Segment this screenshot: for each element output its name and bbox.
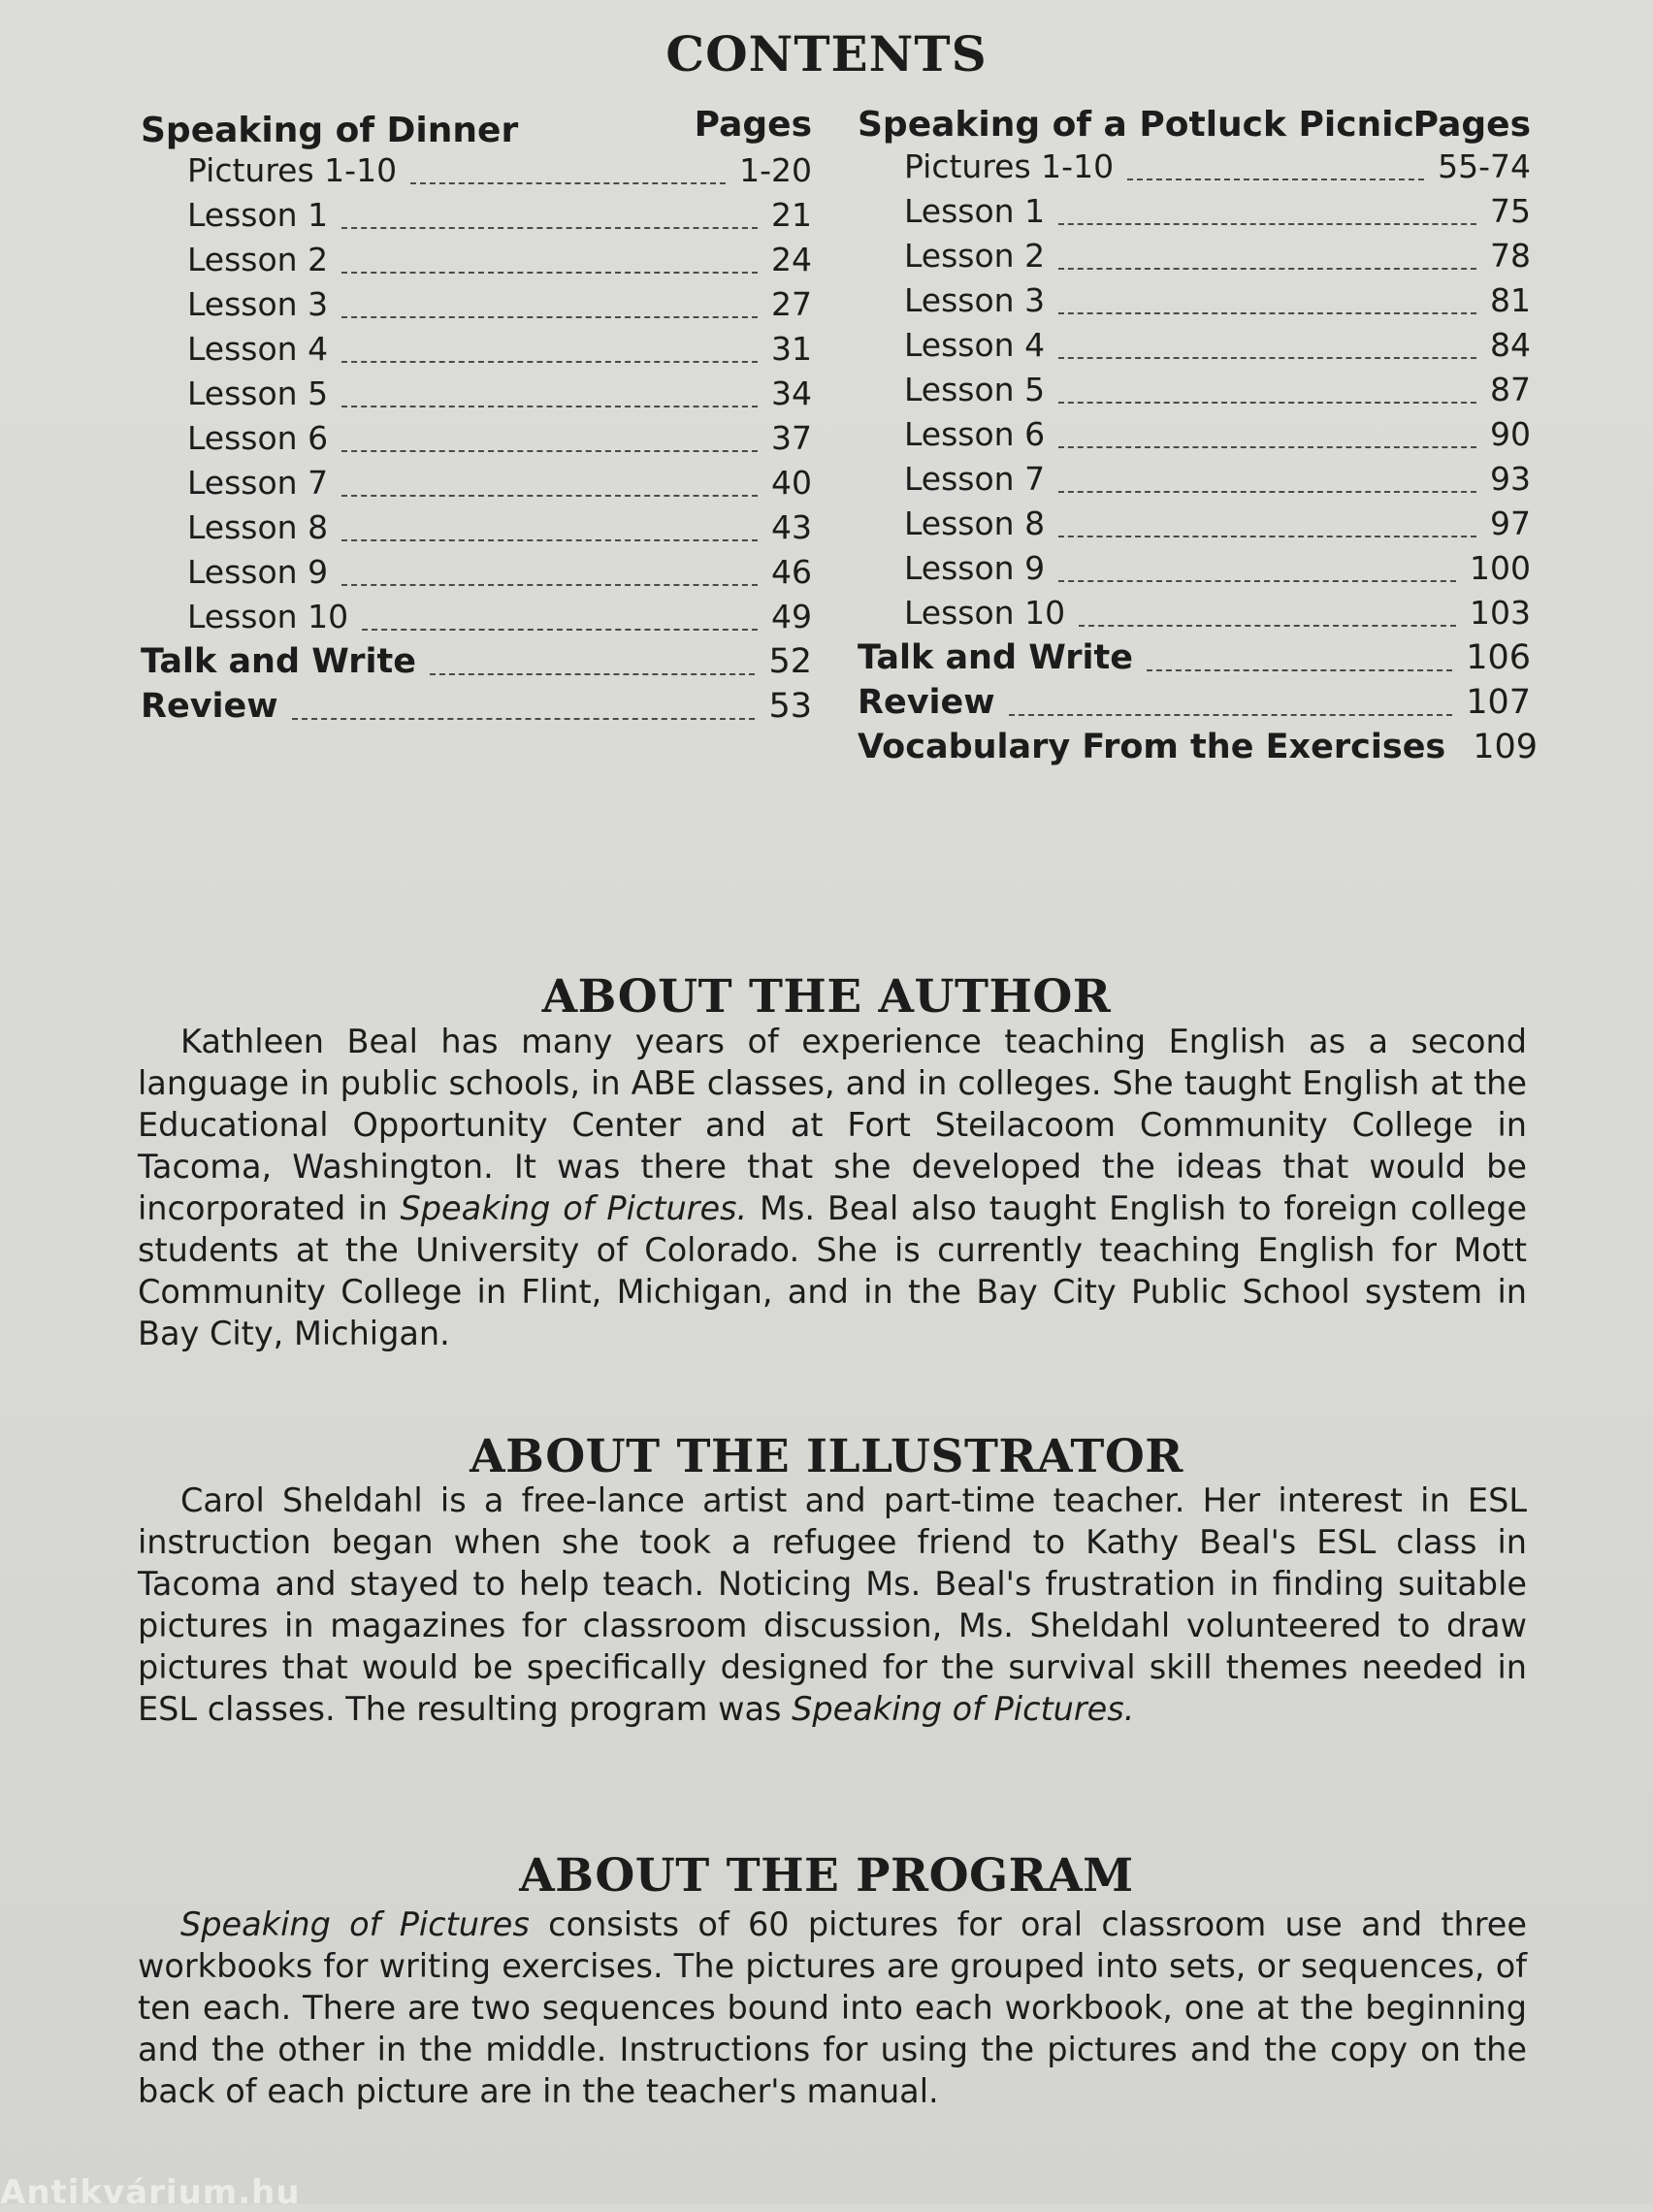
program-heading: ABOUT THE PROGRAM	[519, 1849, 1134, 1903]
toc-entry-label: Lesson 4	[187, 330, 329, 368]
toc-entry-page: 34	[771, 374, 812, 412]
leader-dots	[1058, 402, 1476, 404]
toc-entry	[141, 464, 812, 508]
toc-entry-label: Lesson 2	[187, 241, 329, 278]
leader-dots	[341, 227, 758, 229]
toc-entry-bold	[858, 728, 1539, 772]
leader-dots	[1058, 357, 1476, 359]
toc-entry-bold	[141, 642, 812, 687]
leader-dots	[1058, 580, 1456, 582]
toc-entry-label: Lesson 3	[904, 281, 1046, 319]
leader-dots	[1127, 179, 1424, 180]
toc-entry-label: Lesson 4	[904, 326, 1046, 364]
toc-entry	[858, 147, 1531, 192]
toc-entry	[858, 326, 1531, 371]
toc-entry-label: Lesson 10	[187, 598, 349, 635]
illustrator-paragraph: Carol Sheldahl is a free-lance artist and part-time teacher. Her interest in ESL instruction began when she took a refugee friend to Kathy Beal's ESL class in Tacoma and stayed to help teach. Noticing Ms. Beal's frustration in finding suitable pictures in magazines for classroom discussion, Ms. Sheldahl volunteered to draw pictures that would be specifically designed for the survival skill themes needed in ESL classes. The resulting program was Speaking of Pictures.	[138, 1481, 1527, 1728]
toc-entry-page: 97	[1490, 504, 1531, 542]
toc-entry-page: 55-74	[1438, 147, 1531, 185]
toc-entry-label: Pictures 1-10	[904, 147, 1115, 185]
toc-entry-page: 93	[1490, 460, 1531, 498]
section-title: Speaking of Dinner	[141, 111, 519, 150]
toc-entry-label: Pictures 1-10	[187, 151, 398, 189]
leader-dots	[1058, 536, 1476, 537]
toc-entry-page: 109	[1473, 728, 1539, 766]
toc-entry	[141, 374, 812, 419]
leader-dots	[1009, 714, 1453, 716]
toc-entry-page: 87	[1490, 371, 1531, 408]
watermark: Antikvárium.hu	[0, 2173, 301, 2212]
pages-label: Pages	[694, 105, 812, 145]
toc-entry	[858, 594, 1531, 638]
toc-entry-bold	[858, 638, 1531, 683]
toc-entries	[858, 147, 1539, 772]
toc-entry-label: Lesson 6	[187, 419, 329, 457]
leader-dots	[341, 316, 758, 318]
leader-dots	[1058, 223, 1476, 225]
leader-dots	[341, 539, 758, 541]
toc-entry	[858, 192, 1531, 237]
toc-entry-page: 43	[771, 508, 812, 546]
toc-entry	[141, 151, 812, 196]
toc-entry-page: 24	[771, 241, 812, 278]
toc-entry-page: 40	[771, 464, 812, 502]
toc-entry	[141, 598, 812, 642]
leader-dots	[341, 272, 758, 274]
toc-entry-page: 46	[771, 553, 812, 591]
leader-dots	[341, 450, 758, 452]
toc-entry	[141, 330, 812, 374]
toc-entry-page: 75	[1490, 192, 1531, 230]
toc-entry-bold	[141, 687, 812, 732]
toc-entry-label: Lesson 5	[904, 371, 1046, 408]
toc-entry-label: Lesson 8	[187, 508, 329, 546]
toc-entry-page: 107	[1466, 683, 1531, 722]
toc-entry-page: 84	[1490, 326, 1531, 364]
toc-entry-page: 52	[768, 642, 812, 681]
leader-dots	[341, 406, 758, 407]
toc-entry-page: 90	[1490, 415, 1531, 453]
toc-entry	[141, 196, 812, 241]
leader-dots	[292, 718, 756, 720]
leader-dots	[410, 182, 726, 184]
toc-entry	[858, 549, 1531, 594]
toc-header	[141, 105, 812, 151]
toc-entry-label: Lesson 10	[904, 594, 1066, 632]
author-heading: ABOUT THE AUTHOR	[541, 970, 1112, 1024]
toc-entry-label: Lesson 7	[187, 464, 329, 502]
leader-dots	[341, 584, 758, 586]
pages-label: Pages	[1412, 105, 1531, 145]
toc-entry-label: Lesson 6	[904, 415, 1046, 453]
contents-title: CONTENTS	[665, 25, 988, 82]
toc-entry	[141, 419, 812, 464]
toc-entry-label: Lesson 7	[904, 460, 1046, 498]
toc-entry-label: Lesson 3	[187, 285, 329, 323]
program-paragraph: Speaking of Pictures consists of 60 pictures for oral classroom use and three workbooks for writing exercises. The pictures are grouped into sets, or sequences, of ten each. There are two sequences bound into each workbook, one at the beginning and the other in the middle. Instructions for using the pictures and the copy on the back of each picture are in the teacher's manual.	[138, 1905, 1528, 2110]
leader-dots	[1058, 446, 1476, 448]
toc-entry-label: Lesson 8	[904, 504, 1046, 542]
toc-entry-label: Lesson 9	[187, 553, 329, 591]
leader-dots	[430, 673, 756, 675]
leader-dots	[1079, 625, 1456, 627]
toc-entry-label: Lesson 1	[904, 192, 1046, 230]
toc-entry-page: 27	[771, 285, 812, 323]
toc-entry-page: 78	[1490, 237, 1531, 275]
toc-entry-page: 100	[1470, 549, 1531, 587]
toc-header	[858, 105, 1531, 147]
toc-entry	[858, 281, 1531, 326]
toc-column-potluck	[858, 105, 1539, 772]
toc-entry	[858, 504, 1531, 549]
toc-entry	[858, 460, 1531, 504]
toc-entry-label: Lesson 9	[904, 549, 1046, 587]
toc-entry-page: 37	[771, 419, 812, 457]
toc-entry-label: Lesson 2	[904, 237, 1046, 275]
leader-dots	[1058, 312, 1476, 314]
toc-entry-label: Talk and Write	[141, 642, 416, 681]
toc-entry-page: 81	[1490, 281, 1531, 319]
author-paragraph: Kathleen Beal has many years of experience teaching English as a second language in public schools, in ABE classes, and in colleges. She taught English at the Educational Opportunity Center and at Fort Steilacoom Community College in Tacoma, Washington. It was there that she developed the ideas that would be incorporated in Speaking of Pictures. Ms. Beal also taught English to foreign college students at the University of Colorado. She is currently teaching English for Mott Community College in Flint, Michigan, and in the Bay City Public School system in Bay City, Michigan.	[138, 1023, 1527, 1352]
toc-entry-page: 1-20	[739, 151, 812, 189]
toc-entry-page: 103	[1470, 594, 1531, 632]
toc-entry-label: Review	[141, 687, 278, 726]
toc-entry	[858, 371, 1531, 415]
toc-entry-page: 31	[771, 330, 812, 368]
section-title: Speaking of a Potluck Picnic	[858, 105, 1414, 145]
toc-entry	[141, 508, 812, 553]
leader-dots	[1058, 268, 1476, 270]
leader-dots	[1058, 491, 1476, 493]
toc-entry-page: 49	[771, 598, 812, 635]
leader-dots	[362, 629, 758, 631]
toc-entry-page: 21	[771, 196, 812, 234]
leader-dots	[341, 495, 758, 497]
toc-entry	[141, 241, 812, 285]
toc-entry-bold	[858, 683, 1531, 728]
toc-entry-label: Lesson 5	[187, 374, 329, 412]
toc-entry	[858, 415, 1531, 460]
toc-entry-label: Review	[858, 683, 995, 722]
leader-dots	[1147, 669, 1452, 671]
toc-entry	[141, 285, 812, 330]
toc-entry-label: Talk and Write	[858, 638, 1133, 677]
toc-entry	[858, 237, 1531, 281]
toc-entry-label: Lesson 1	[187, 196, 329, 234]
toc-entry	[141, 553, 812, 598]
toc-entry-label: Vocabulary From the Exercises	[858, 728, 1446, 766]
toc-column-dinner	[141, 105, 812, 732]
toc-entries	[141, 151, 812, 732]
toc-entry-page: 53	[768, 687, 812, 726]
illustrator-heading: ABOUT THE ILLUSTRATOR	[470, 1430, 1183, 1483]
toc-entry-page: 106	[1466, 638, 1531, 677]
leader-dots	[341, 361, 758, 363]
